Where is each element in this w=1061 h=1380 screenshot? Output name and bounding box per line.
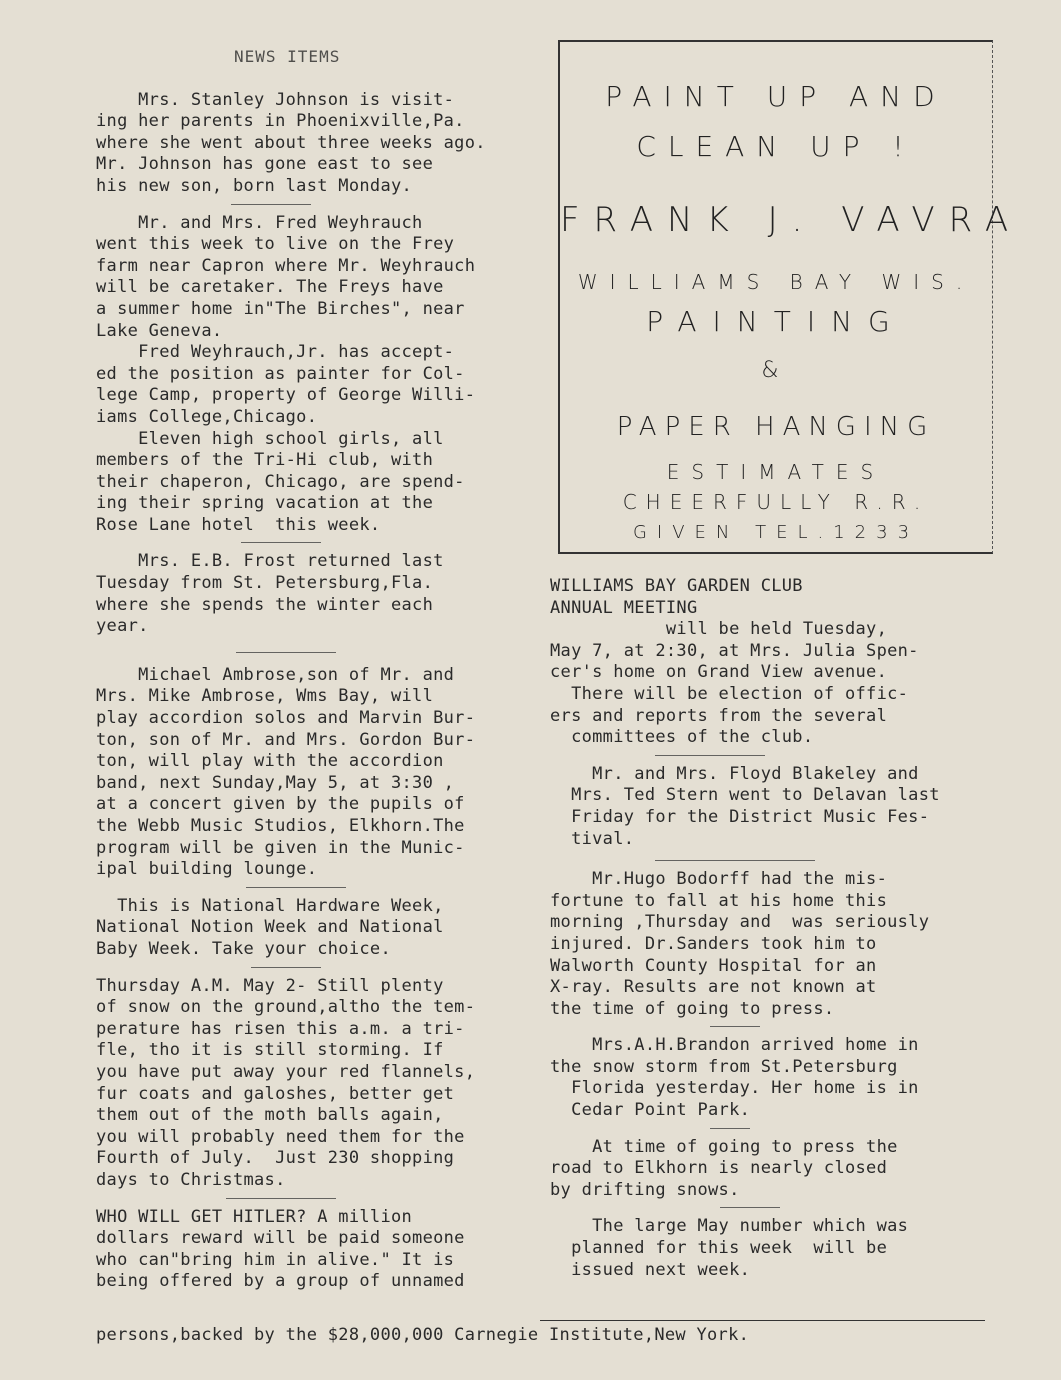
item-national-weeks: This is National Hardware Week, National Notion Week and National Baby Week. Take your choice. xyxy=(96,895,444,959)
item-johnson: Mrs. Stanley Johnson is visit- ing her parents in Phoenixville,Pa. where she went about three weeks ago. Mr. Johnson has gone east to see his new son, born last Monday. xyxy=(96,89,486,196)
vavra-advertisement xyxy=(558,40,1023,554)
item-garden-club: WILLIAMS BAY GARDEN CLUB ANNUAL MEETING will be held Tuesday, May 7, at 2:30, at Mrs. Julia Spen- cer's home on Grand View avenue. There will be election of offic- ers and reports from the several committees of the club. xyxy=(550,576,919,748)
separator xyxy=(251,967,321,968)
right-column xyxy=(550,576,1000,1281)
separator xyxy=(226,1198,336,1199)
separator xyxy=(720,1207,780,1208)
separator xyxy=(236,652,336,653)
ad-paint-up: PAINT UP AND xyxy=(605,80,947,113)
ad-ampersand: & xyxy=(761,358,791,383)
item-frost: Mrs. E.B. Frost returned last Tuesday from St. Petersburg,Fla. where she spends the winter each year. xyxy=(96,551,444,637)
item-brandon: Mrs.A.H.Brandon arrived home in the snow storm from St.Petersburg Florida yesterday. Her home is in Cedar Point Park. xyxy=(550,1035,919,1121)
separator xyxy=(246,887,346,888)
item-weyhrauch: Mr. and Mrs. Fred Weyhrauch went this week to live on the Frey farm near Capron where Mr. Weyhrauch will be caretaker. The Freys have a summer home in"The Birches", near Lake Geneva. xyxy=(96,212,476,341)
ad-name: FRANK J. VAVRA xyxy=(560,200,1023,240)
item-hitler-reward-end: persons,backed by the $28,000,000 Carnegie Institute,New York. xyxy=(96,1325,750,1345)
item-may-number: The large May number which was planned for this week will be issued next week. xyxy=(571,1216,909,1280)
separator xyxy=(710,1026,760,1027)
item-blakeley: Mr. and Mrs. Floyd Blakeley and Mrs. Ted Stern went to Delavan last Friday for the District Music Fes- tival. xyxy=(571,763,940,849)
separator xyxy=(231,204,311,205)
separator xyxy=(655,755,765,756)
item-bodorff: Mr.Hugo Bodorff had the mis- fortune to fall at his home this morning ,Thursday and was seriously injured. Dr.Sanders took him to Walworth County Hospital for an X-ray. Results are not known at the time of going to press. xyxy=(550,869,930,1019)
item-ambrose: Michael Ambrose,son of Mr. and Mrs. Mike Ambrose, Wms Bay, will play accordion solos and Marvin Bur- ton, son of Mr. and Mrs. Gordon Bur- ton, will play with the accordion band, next Sunday,May 5, at 3:30 , at a concert given by the pupils of the Webb Music Studios, Elkhorn.The program will be given in the Munic- ipal building lounge. xyxy=(96,664,476,880)
ad-location: WILLIAMS BAY WIS. xyxy=(577,270,975,294)
item-elkhorn-road: At time of going to press the road to Elkhorn is nearly closed by drifting snows. xyxy=(550,1136,898,1200)
ad-given-tel: GIVEN TEL.1233 xyxy=(632,522,920,543)
item-tri-hi-club: Eleven high school girls, all members of the Tri-Hi club, with their chaperon, Chicago, are spend- ing their spring vacation at the Rose Lane hotel this week. xyxy=(96,428,465,535)
news-items-title: NEWS ITEMS xyxy=(234,47,341,66)
ad-clean-up: CLEAN UP ! xyxy=(636,130,916,163)
ad-cheerfully: CHEERFULLY R.R. xyxy=(622,490,930,514)
ad-paper-hanging: PAPER HANGING xyxy=(616,412,936,442)
item-weather: Thursday A.M. May 2- Still plenty of snow on the ground,altho the tem- perature has risen this a.m. a tri- fle, tho it is still storming. If you have put away your red flannels, fur coats and galoshes, better get them out of the moth balls again, you will probably need them for the Fourth of July. Just 230 shopping days to Christmas. xyxy=(96,975,476,1190)
left-column xyxy=(96,46,556,1293)
item-hitler-reward: WHO WILL GET HITLER? A million dollars reward will be paid someone who can"bring him in alive." It is being offered by a group of unnamed xyxy=(96,1206,465,1292)
separator xyxy=(655,860,815,861)
bottom-rule xyxy=(540,1320,985,1321)
ad-estimates: ESTIMATES xyxy=(666,460,886,484)
separator xyxy=(710,1128,750,1129)
separator xyxy=(241,542,321,543)
ad-painting: PAINTING xyxy=(646,305,906,338)
item-weyhrauch-jr: Fred Weyhrauch,Jr. has accept- ed the position as painter for Col- lege Camp, property of George Willi- iams College,Chicago. xyxy=(96,342,476,427)
